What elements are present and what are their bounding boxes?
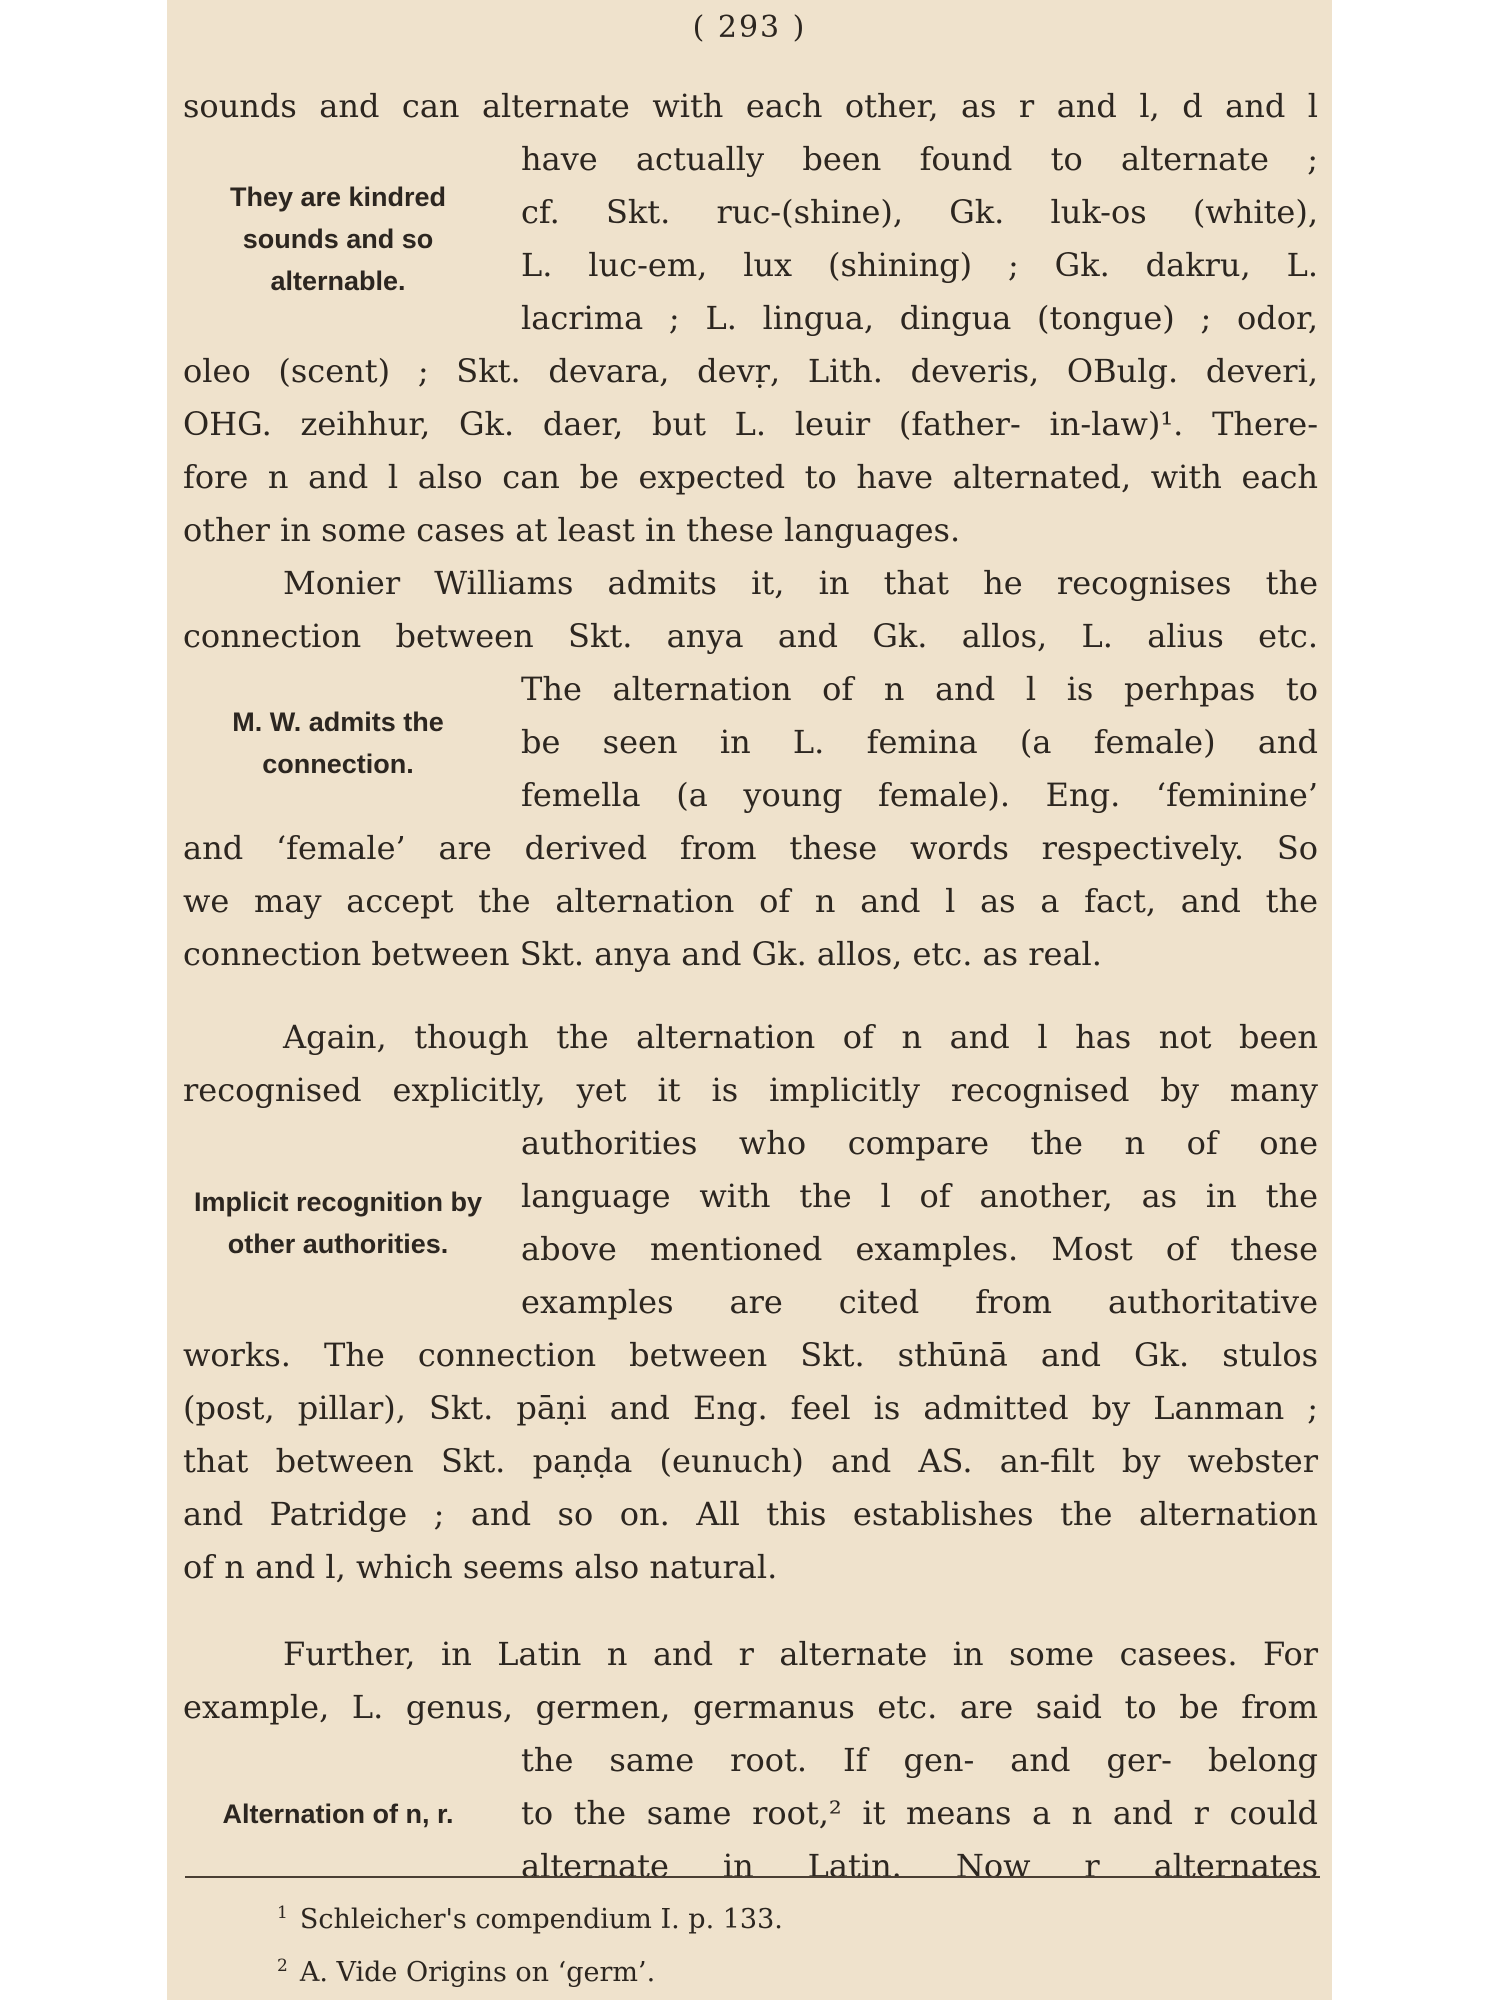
footnote-mark: 2 (277, 1956, 288, 1976)
text-line: Further, in Latin n and r alternate in some casees. For (283, 1635, 1318, 1673)
indented-text (521, 133, 1318, 345)
sidenote-implicit-recognition: Implicit recognition by other authorities. (193, 1187, 483, 1259)
text-line: cf. Skt. ruc-(shine), Gk. luk-os (white), (521, 193, 1318, 231)
sidenote-block-1 (183, 133, 1318, 345)
text-line: fore n and l also can be expected to have alternated, with each (183, 458, 1318, 496)
text-line: connection between Skt. anya and Gk. allos, etc. as real. (183, 935, 1102, 973)
text-line: Monier Williams admits it, in that he recognises the (283, 564, 1318, 602)
paragraph-1 (183, 345, 1318, 557)
text-line: example, L. genus, germen, germanus etc. are said to be from (183, 1688, 1318, 1726)
paragraph-intro (183, 80, 1318, 133)
text-line: be seen in L. femina (a female) and (521, 723, 1318, 761)
text-line: femella (a young female). Eng. ‘feminine’ (521, 776, 1318, 814)
text-line: connection between Skt. anya and Gk. allos, L. alius etc. (183, 617, 1318, 655)
text-line: sounds and can alternate with each other, as r and l, d and l (183, 87, 1318, 125)
footnotes (277, 1890, 783, 1996)
sidenote-block-3 (183, 1117, 1318, 1329)
text-line: and ‘female’ are derived from these words respectively. So (183, 829, 1318, 867)
book-page (167, 0, 1332, 2000)
text-line: oleo (scent) ; Skt. devara, devṛ, Lith. deveris, OBulg. deveri, (183, 352, 1318, 390)
sidenote-block-2 (183, 663, 1318, 822)
text-line: language with the l of another, as in the (521, 1177, 1318, 1215)
sidenote-alternation-n-r: Alternation of n, r. (222, 1798, 454, 1829)
footnote-2 (277, 1943, 783, 1996)
text-line: recognised explicitly, yet it is implicitly recognised by many (183, 1071, 1318, 1109)
text-line: lacrima ; L. lingua, dingua (tongue) ; odor, (521, 299, 1318, 337)
paragraph-2 (183, 557, 1318, 663)
page-body (183, 80, 1318, 1893)
paragraph-2-tail (183, 822, 1318, 981)
footnote-text: A. Vide Origins on ‘germ’. (299, 1957, 656, 1988)
footnote-mark: 1 (277, 1903, 288, 1923)
indented-text (521, 1734, 1318, 1893)
paragraph-3 (183, 1011, 1318, 1117)
text-line: of n and l, which seems also natural. (183, 1548, 778, 1586)
sidenote-block-4 (183, 1734, 1318, 1893)
text-line: The alternation of n and l is perhpas to (521, 670, 1318, 708)
text-line: above mentioned examples. Most of these (521, 1230, 1318, 1268)
text-line: other in some cases at least in these languages. (183, 511, 961, 549)
text-line: OHG. zeihhur, Gk. daer, but L. leuir (father- in-law)¹. There- (183, 405, 1318, 443)
footnote-text: Schleicher's compendium I. p. 133. (299, 1904, 783, 1935)
text-line: have actually been found to alternate ; (521, 140, 1318, 178)
footnote-rule (185, 1876, 1320, 1878)
indented-text (521, 1117, 1318, 1329)
text-line: the same root. If gen- and ger- belong (521, 1741, 1318, 1779)
text-line: we may accept the alternation of n and l as a fact, and the (183, 882, 1318, 920)
text-line: alternate in Latin. Now r alternates (521, 1847, 1318, 1885)
footnote-1 (277, 1890, 783, 1943)
text-line: that between Skt. paṇḍa (eunuch) and AS. an-filt by webster (183, 1442, 1318, 1480)
sidenote-kindred-sounds: They are kindred sounds and so alternable. (229, 182, 447, 296)
indented-text (521, 663, 1318, 822)
sidenote-mw-admits: M. W. admits the connection. (232, 706, 444, 779)
text-line: authorities who compare the n of one (521, 1124, 1318, 1162)
text-line: works. The connection between Skt. sthūnā and Gk. stulos (183, 1336, 1318, 1374)
text-line: and Patridge ; and so on. All this establishes the alternation (183, 1495, 1318, 1533)
text-line: to the same root,² it means a n and r could (521, 1794, 1318, 1832)
paragraph-3-tail (183, 1329, 1318, 1594)
text-line: L. luc-em, lux (shining) ; Gk. dakru, L. (521, 246, 1318, 284)
page-number: ( 293 ) (692, 10, 807, 45)
text-line: (post, pillar), Skt. pāṇi and Eng. feel is admitted by Lanman ; (183, 1389, 1318, 1427)
paragraph-4 (183, 1628, 1318, 1734)
text-line: examples are cited from authoritative (521, 1283, 1318, 1321)
text-line: Again, though the alternation of n and l has not been (283, 1018, 1318, 1056)
